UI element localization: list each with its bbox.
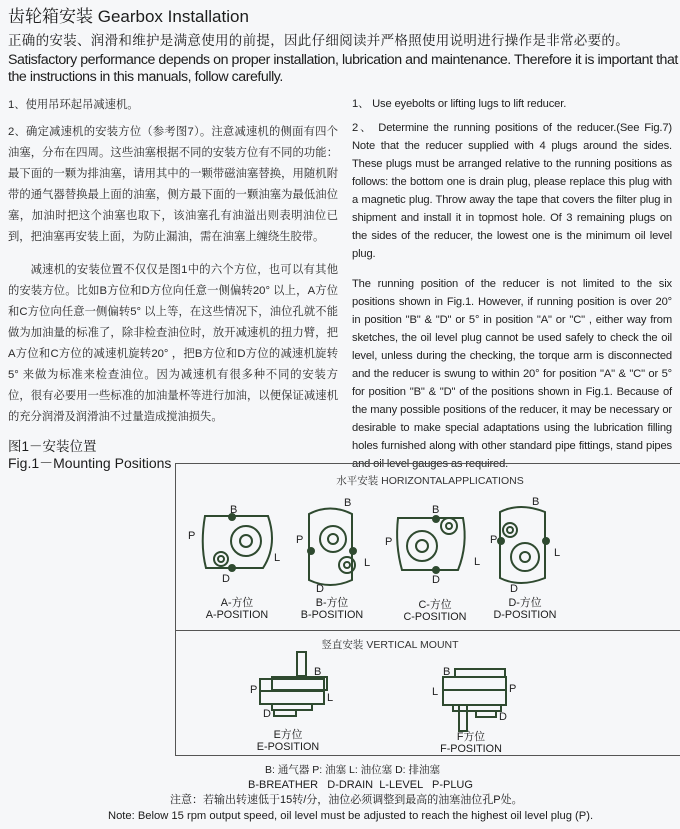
plug-label-l: L <box>432 686 439 698</box>
position-d-label: D-方位 D-POSITION <box>493 597 557 621</box>
plug-label-p: P <box>296 534 304 546</box>
plug-label-d: D <box>432 574 440 586</box>
plug-label-l: L <box>327 692 334 704</box>
cn-item-2: 2、确定减速机的安装方位（参考图7）。注意减速机的侧面有四个油塞，分布在四周。这些油塞根据不同的安装方位有不同的功能：最下面的一颗为排油塞，请用其中的一颗带磁油塞替换，用随机附带的通气器替换最上面的油塞，侧方最下面的一颗油塞为最低油位塞，加油时把这个油塞也取下，该油塞孔有油溢出则表明油位已到，把油塞再安装上面，为防止漏油，需在油塞上缠绕生胶带。 <box>8 126 338 243</box>
plug-label-p: P <box>385 536 393 548</box>
position-f-label: F方位 F-POSITION <box>440 731 502 755</box>
cn-item-1: 1、使用吊环起吊减速机。 <box>8 99 139 111</box>
plug-label-d: D <box>499 711 507 723</box>
plug-label-p: P <box>490 534 498 546</box>
e-position-drawing <box>260 652 327 716</box>
plug-label-p: P <box>188 530 196 542</box>
plug-label-d: D <box>510 583 518 595</box>
position-a-label: A-方位 A-POSITION <box>205 597 269 621</box>
plug-label-b: B <box>230 504 238 516</box>
vertical-title: 竖直安装 VERTICAL MOUNT <box>321 639 459 651</box>
plug-label-d: D <box>316 583 324 595</box>
plug-label-b: B <box>443 666 451 678</box>
plug-label-l: L <box>474 556 481 568</box>
en-paragraph: The running position of the reducer is not limited to the six positions shown in Fig.1. However, if running position is over 20° in position "B" & "D" or 5° in position "A" or "C" , either way from sketches, the oil level plug cannot be used safely to check the oil level, unless during the checking, the torque arm is disconnected and the reducer is swung to within 20° for position "A" & "C" or 5° for position "B" & "D" of the positions shown in Fig.1. Because of the many possible positions of the reducer, it may be necessary or desirable to make special adaptations using the lubrication filling holes furnished along with other standard pipe fittings, stand pipes and oil level gauges as required. <box>352 278 672 470</box>
figure-label-cn: 图1－安装位置 <box>8 439 97 454</box>
en-item-1: 1、 Use eyebolts or lifting lugs to lift reducer. <box>352 98 567 110</box>
plug-label-b: B <box>432 504 440 516</box>
plug-label-p: P <box>250 684 258 696</box>
plug-label-d: D <box>263 708 271 720</box>
en-item-2: 2、 Determine the running positions of the reducer.(See Fig.7) Note that the reducer supplied with 4 plugs around the sides. These plugs must be arranged relative to the running positions as follows: the bottom one is drain plug, please replace this plug with a magnetic plug. Throw away the tape that covers the filter plug in shipment and install it in topmost hole. Of 3 remaining plugs on the sides of the reducer, the lowest one is the minimum oil level plug. <box>352 122 672 260</box>
note-cn: 注意：若输出转速低于15转/分，油位必须调整到最高的油塞油位孔P处。 <box>170 794 523 806</box>
legend-cn: B: 通气器 P: 油塞 L: 油位塞 D: 排油塞 <box>265 764 441 776</box>
d-position-drawing <box>498 507 549 583</box>
intro-chinese: 正确的安装、润滑和维护是满意使用的前提，因此仔细阅读并严格照使用说明进行操作是非常必要的。 <box>8 33 629 48</box>
note-en: Note: Below 15 rpm output speed, oil level must be adjusted to reach the highest oil level plug (P). <box>108 810 594 822</box>
plug-label-l: L <box>364 557 371 569</box>
position-e-label: E方位 E-POSITION <box>256 729 320 753</box>
plug-label-b: B <box>344 497 352 509</box>
cn-paragraph: 减速机的安装位置不仅仅是图1中的六个方位，也可以有其他的安装方位。比如B方位和D方位向任意一侧偏转20° 以上，A方位和C方位向任意一侧偏转5° 以上等，在这些情况下，油位孔就不能做为加油量的标准了，除非检查油位时，放开减速机的扭力臂，把A方位和C方位的减速机旋转20° ，把B方位和D方位的减速机旋转5° 来做为标准来检查油位。因为减速机有很多种不同的安装方位，很有必要用一些标准的加油量杯等进行加油，以便保证减速机的充分润滑及润滑油不过量造成搅油损失。 <box>8 264 338 423</box>
c-position-drawing <box>397 516 465 573</box>
plug-label-l: L <box>274 552 281 564</box>
position-c-label: C-方位 C-POSITION <box>403 599 467 623</box>
horizontal-title: 水平安装 HORIZONTALAPPLICATIONS <box>336 475 524 487</box>
plug-label-p: P <box>509 683 517 695</box>
f-position-drawing <box>443 669 506 731</box>
a-position-drawing <box>203 514 272 571</box>
plug-label-l: L <box>554 547 561 559</box>
legend-en: B-BREATHER D-DRAIN L-LEVEL P-PLUG <box>248 779 473 791</box>
plug-label-b: B <box>532 496 540 508</box>
position-b-label: B-方位 B-POSITION <box>300 597 364 621</box>
figure-label-en: Fig.1－Mounting Positions <box>8 455 172 471</box>
b-position-drawing <box>308 509 356 586</box>
plug-label-d: D <box>222 573 230 585</box>
plug-label-b: B <box>314 666 322 678</box>
page-title: 齿轮箱安装 Gearbox Installation <box>8 7 249 26</box>
intro-english: Satisfactory performance depends on proper installation, lubrication and maintenance. Therefore it is important that the instructions in this manuals, follow carefully. <box>8 52 678 85</box>
